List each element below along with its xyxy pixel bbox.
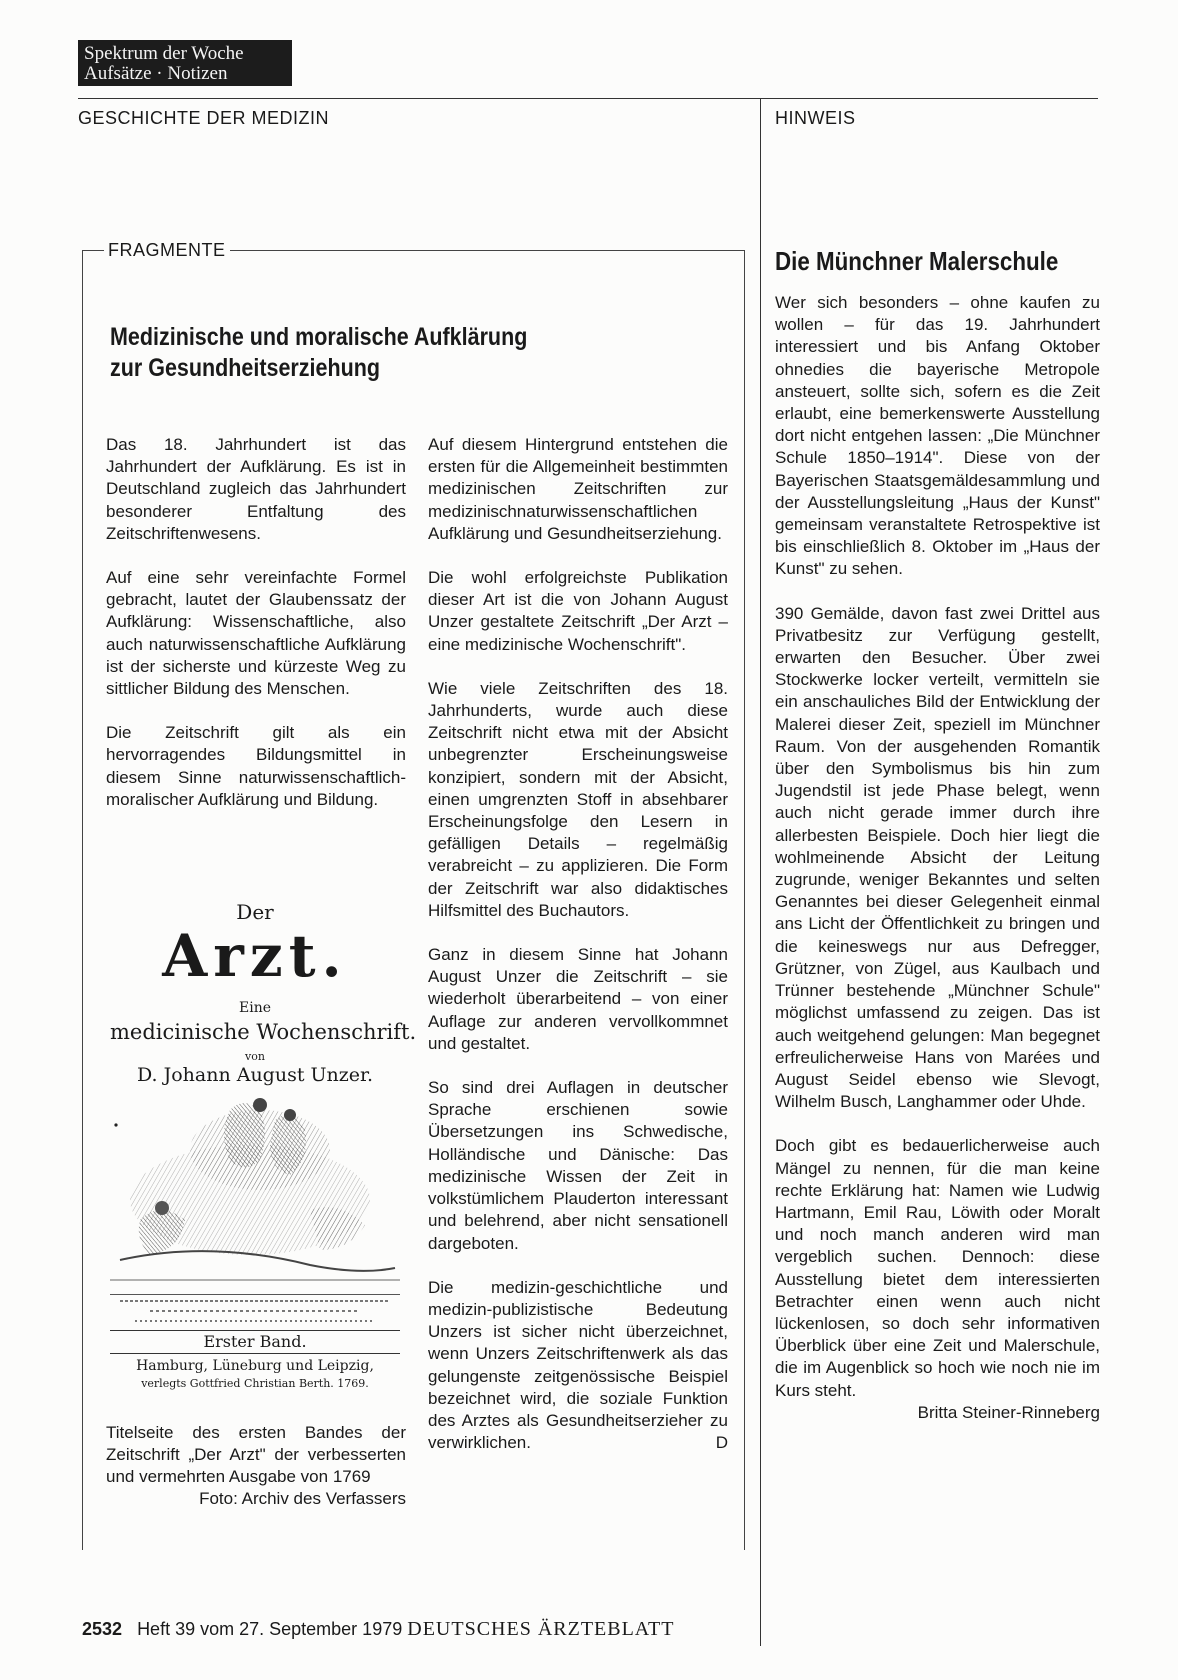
author-signature: Britta Steiner-Rinneberg <box>917 1402 1100 1422</box>
end-mark: D <box>715 1433 728 1453</box>
badge-line-1: Spektrum der Woche <box>84 43 244 64</box>
title-publisher: verlegts Gottfried Christian Berth. 1769. <box>141 1377 369 1390</box>
title-arzt: Arzt. <box>162 922 348 990</box>
page-number: 2532 <box>82 1619 123 1639</box>
title-smallprint <box>150 1310 360 1312</box>
title-rule <box>110 1353 400 1354</box>
title-eine: Eine <box>239 1000 271 1016</box>
title-band: Erster Band. <box>203 1332 307 1351</box>
engraving-illustration <box>110 1090 400 1290</box>
title-rule <box>110 1294 400 1295</box>
paragraph: Doch gibt es bedauerlicherweise auch Mängel zu nennen, für die man keine rechte Erklärung hat: Namen wie Ludwig Hartmann, Emil Rau, Löwith oder Moralt und noch manch anderen wird man vergeblich suchen. Dennoch: diese Ausstellung bietet dem interessierten Betrachter einen wenn auch nicht lückenlosen, so doch sehr informativen Überblick über eine Zeit und Malerschule, die im Augenblick so hoch wie noch nie im Kurs steht. <box>775 1136 1100 1400</box>
section-badge <box>78 40 292 86</box>
magazine-name: DEUTSCHES ÄRZTEBLATT <box>407 1618 675 1640</box>
image-caption <box>106 1422 406 1510</box>
paragraph: So sind drei Auflagen in deutscher Sprache erschienen sowie Übersetzungen ins Schwedische, Holländische und Dänische: Das medizinische Wissen der Zeit in volkstümlichem Plauderton interessant und belehrend, aber nicht sensationell dargeboten. <box>428 1078 728 1253</box>
paragraph: Ganz in diesem Sinne hat Johann August Unzer die Zeitschrift – sie wiederholt überarbeitend – von einer Auflage zur anderen vervollkommnet und gestaltet. <box>428 945 728 1053</box>
paragraph: Auf eine sehr vereinfachte Formel gebracht, lautet der Glaubenssatz der Aufklärung: Wissenschaftliche, also auch naturwissenschaftliche Aufklärung ist der sicherste und kürzeste Weg zu sittlicher Bildung des Menschen. <box>106 568 406 699</box>
paragraph: Wer sich besonders – ohne kaufen zu wollen – für das 19. Jahrhundert interessiert und bis Anfang Oktober ohnedies die bayerische Metropole ansteuert, sollte sich, sofern es die Zeit erlaubt, eine bemerkenswerte Ausstellung dort nicht entgehen lassen: „Die Münchner Schule 1850–1914". Diese von der Bayerischen Staatsgemäldesammlung und der Ausstellungsleitung „Haus der Kunst" gemeinsam veranstaltete Retrospektive ist bis einschließlich 8. Oktober im „Haus der Kunst" zu sehen. <box>775 293 1100 579</box>
title-von: von <box>245 1050 265 1063</box>
title-place: Hamburg, Lüneburg und Leipzig, <box>136 1358 374 1374</box>
caption-text: Titelseite des ersten Bandes der Zeitschrift „Der Arzt" der verbesserten und vermehrten Ausgabe von 1769 <box>106 1423 406 1486</box>
fragment-label: FRAGMENTE <box>104 240 230 261</box>
headline-line-1: Medizinische und moralische Aufklärung <box>110 323 528 351</box>
article-headline <box>110 322 527 384</box>
paragraph: 390 Gemälde, davon fast zwei Drittel aus Privatbesitz zur Verfügung gestellt, erwarten den Besucher. Über zwei Stockwerke locker verteilt, vermitteln sie ein anschauliches Bild der Entwicklung der Malerei dieser Zeit, speziell im Münchner Raum. Von der ausgehenden Romantik über den Symbolismus bis hin zum Jugendstil ist jede Phase belegt, wenn auch nicht gerade immer durch ihre allerbesten Beispiele. Doch hier liegt die wohlmeinende Absicht der Leitung zugrunde, weniger Bekanntes und selten Genanntes bei dieser Gelegenheit einmal ans Licht der Öffentlichkeit zu bringen und die keineswegs nur aus Defregger, Grützner, von Zügel, aus Kaulbach und Trünner bestehende „Münchner Schule" möglichst umfassend zu zeigen. Das ist auch weitgehend gelungen: Man begegnet erfreulicherweise Hans von Marées und August Seidel ebenso wie Slevogt, Wilhelm Busch, Langhammer oder Uhde. <box>775 603 1100 1112</box>
paragraph: Das 18. Jahrhundert ist das Jahrhundert der Aufklärung. Es ist in Deutschland zugleich das Jahrhundert besonderer Entfaltung des Zeitschriftenwesens. <box>106 435 406 543</box>
paragraph: Die medizin-geschichtliche und medizin-publizistische Bedeutung Unzers ist sicher nicht überzeichnet, wenn Unzers Zeitschriftenwerk als das gelungenste zeitgenössische Beispiel bezeichnet wird, die soziale Funktion des Arztes als Gesundheitserzieher zu verwirklichen. <box>428 1277 728 1453</box>
paragraph: Auf diesem Hintergrund entstehen die ersten für die Allgemeinheit bestimmten medizinischen Zeitschriften zur medizinischnaturwissenschaftlichen Aufklärung und Gesundheitserziehung. <box>428 435 728 543</box>
issue-info: Heft 39 vom 27. September 1979 <box>137 1619 403 1639</box>
title-author: D. Johann August Unzer. <box>136 1064 374 1086</box>
header-rule <box>78 98 1098 99</box>
paragraph: Die Zeitschrift gilt als ein hervorragendes Bildungsmittel in diesem Sinne naturwissenschaftlich-moralischer Aufklärung und Bildung. <box>106 723 406 809</box>
photo-credit: Foto: Archiv des Verfassers <box>199 1489 406 1508</box>
article-column-1 <box>106 434 406 833</box>
article-column-2 <box>428 434 728 1455</box>
hinweis-headline: Die Münchner Malerschule <box>775 246 1059 276</box>
paragraph: Wie viele Zeitschriften des 18. Jahrhunderts, wurde auch diese Zeitschrift nicht etwa mit der Absicht unbegrenzter Erscheinungsweise konzipiert, sondern mit der Absicht, einen umgrenzten Stoff in absehbarer Erscheinungsfolge den Lesern in gefälligen Details – regelmäßig verabreicht – zu applizieren. Die Form der Zeitschrift war also didaktisches Hilfsmittel des Buchautors. <box>428 678 728 920</box>
page-footer <box>82 1618 674 1641</box>
title-der: Der <box>236 900 274 924</box>
hinweis-column <box>775 292 1100 1424</box>
title-page-image <box>110 900 417 1410</box>
title-smallprint <box>135 1320 375 1322</box>
headline-line-2: zur Gesundheitserziehung <box>110 354 380 382</box>
column-divider <box>760 98 761 1646</box>
title-smallprint <box>120 1300 390 1302</box>
title-wochenschrift: medicinische Wochenschrift. <box>110 1020 417 1044</box>
title-rule <box>110 1330 400 1331</box>
section-title-right: HINWEIS <box>775 108 856 128</box>
section-title-left: GESCHICHTE DER MEDIZIN <box>78 108 330 128</box>
paragraph: Die wohl erfolgreichste Publikation dieser Art ist die von Johann August Unzer gestaltete Zeitschrift „Der Arzt – eine medizinische Wochenschrift". <box>428 568 728 654</box>
badge-line-2: Aufsätze · Notizen <box>84 63 228 84</box>
